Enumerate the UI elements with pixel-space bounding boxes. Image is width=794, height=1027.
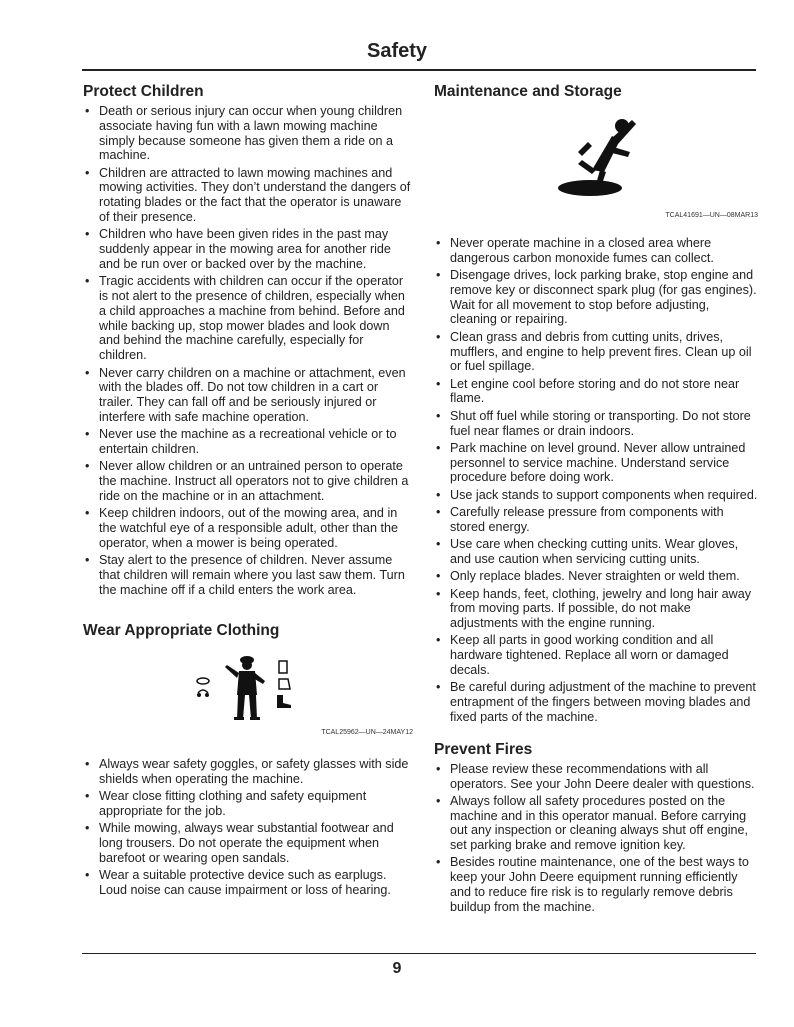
list-item: • Please review these recommendations with all operators. See your John Deere dealer with questions. (434, 762, 758, 792)
fires-list (434, 762, 758, 915)
clothing-section (83, 622, 413, 898)
list-item: • Use care when checking cutting units. Wear gloves, and use caution when servicing cutting units. (434, 537, 758, 567)
footer-rule (82, 953, 756, 954)
page-title: Safety (366, 40, 428, 62)
right-column (434, 83, 758, 917)
list-item: • Keep hands, feet, clothing, jewelry and long hair away from moving parts. If possible, do not make adjustments with the engine running. (434, 587, 758, 631)
page-number: 9 (392, 960, 402, 977)
protect-children-section (83, 83, 413, 598)
list-item: • Keep children indoors, out of the mowing area, and in the watchful eye of a responsible adult, other than the operator, when a mower is being operated. (83, 506, 413, 550)
list-item: • While mowing, always wear substantial footwear and long trousers. Do not operate the equipment when barefoot or wearing open sandals. (83, 821, 413, 865)
list-item: • Wear a suitable protective device such as earplugs. Loud noise can cause impairment or loss of hearing. (83, 868, 413, 898)
maintenance-heading: Maintenance and Storage (434, 83, 622, 100)
protect-children-list (83, 104, 413, 598)
clothing-heading: Wear Appropriate Clothing (83, 622, 280, 639)
list-item: • Disengage drives, lock parking brake, stop engine and remove key or disconnect spark plug (for gas engines). Wait for all movement to stop before adjusting, cleaning or repairing. (434, 268, 758, 327)
list-item: • Death or serious injury can occur when young children associate having fun with a lawn mowing machine simply because someone has given them a ride on a machine. (83, 104, 413, 163)
list-item: • Children are attracted to lawn mowing machines and mowing activities. They don’t understand the dangers of rotating blades or the fact that the operator is unaware of their presence. (83, 166, 413, 225)
clothing-list (83, 757, 413, 898)
left-column (83, 83, 413, 600)
list-item: • Always follow all safety procedures posted on the machine and in this operator manual. Before carrying out any inspection or cleaning always shut off engine, set parking brake and remove ignition key. (434, 794, 758, 853)
maintenance-list (434, 236, 758, 725)
list-item: • Always wear safety goggles, or safety glasses with side shields when operating the machine. (83, 757, 413, 787)
list-item: • Keep all parts in good working condition and all hardware tightened. Replace all worn or damaged decals. (434, 633, 758, 677)
fires-heading: Prevent Fires (434, 740, 533, 758)
list-item: • Only replace blades. Never straighten or weld them. (434, 569, 758, 584)
list-item: • Never use the machine as a recreational vehicle or to entertain children. (83, 427, 413, 457)
list-item: • Carefully release pressure from components with stored energy. (434, 505, 758, 535)
list-item: • Use jack stands to support components when required. (434, 488, 758, 503)
list-item: • Park machine on level ground. Never allow untrained personnel to service machine. Understand service procedure before doing work. (434, 441, 758, 485)
list-item: • Shut off fuel while storing or transporting. Do not store fuel near flames or drain indoors. (434, 409, 758, 439)
list-item: • Wear close fitting clothing and safety equipment appropriate for the job. (83, 789, 413, 819)
list-item: • Never allow children or an untrained person to operate the machine. Instruct all operators not to give children a ride on the machine or in an attachment. (83, 459, 413, 503)
list-item: • Let engine cool before storing and do not store near flame. (434, 377, 758, 407)
header-rule (82, 69, 756, 71)
fires-section (434, 741, 758, 915)
clothing-figure-code: TCAL25962—UN—24MAY12 (321, 729, 413, 736)
list-item: • Children who have been given rides in the past may suddenly appear in the mowing area for another ride and be run over or backed over by the machine. (83, 227, 413, 271)
list-item: • Stay alert to the presence of children. Never assume that children will remain where you last saw them. Turn the machine off if a child enters the work area. (83, 553, 413, 597)
maintenance-figure-code: TCAL41691—UN—08MAR13 (665, 212, 758, 219)
protect-children-heading: Protect Children (83, 83, 204, 100)
protective-clothing-icon (195, 651, 305, 721)
list-item: • Besides routine maintenance, one of the best ways to keep your John Deere equipment running efficiently and to reduce fire risk is to regularly remove debris buildup from the machine. (434, 855, 758, 914)
left-column-lower (83, 622, 413, 900)
list-item: • Be careful during adjustment of the machine to prevent entrapment of the fingers between moving blades and fixed parts of the machine. (434, 680, 758, 724)
slip-hazard-icon (552, 112, 652, 202)
list-item: • Never carry children on a machine or attachment, even with the blades off. Do not tow children in a cart or trailer. They can fall off and be seriously injured or interfere with safe machine operation. (83, 366, 413, 425)
maintenance-figure (434, 104, 758, 222)
list-item: • Never operate machine in a closed area where dangerous carbon monoxide fumes can collect. (434, 236, 758, 266)
clothing-figure (83, 643, 413, 743)
list-item: • Tragic accidents with children can occur if the operator is not alert to the presence of children, especially when a child approaches a machine from behind. Before and while backing up, stop mower blades and look down and behind the machine carefully, especially for children. (83, 274, 413, 363)
maintenance-section (434, 83, 758, 725)
list-item: • Clean grass and debris from cutting units, drives, mufflers, and engine to help prevent fires. Clean up oil or fuel spillage. (434, 330, 758, 374)
